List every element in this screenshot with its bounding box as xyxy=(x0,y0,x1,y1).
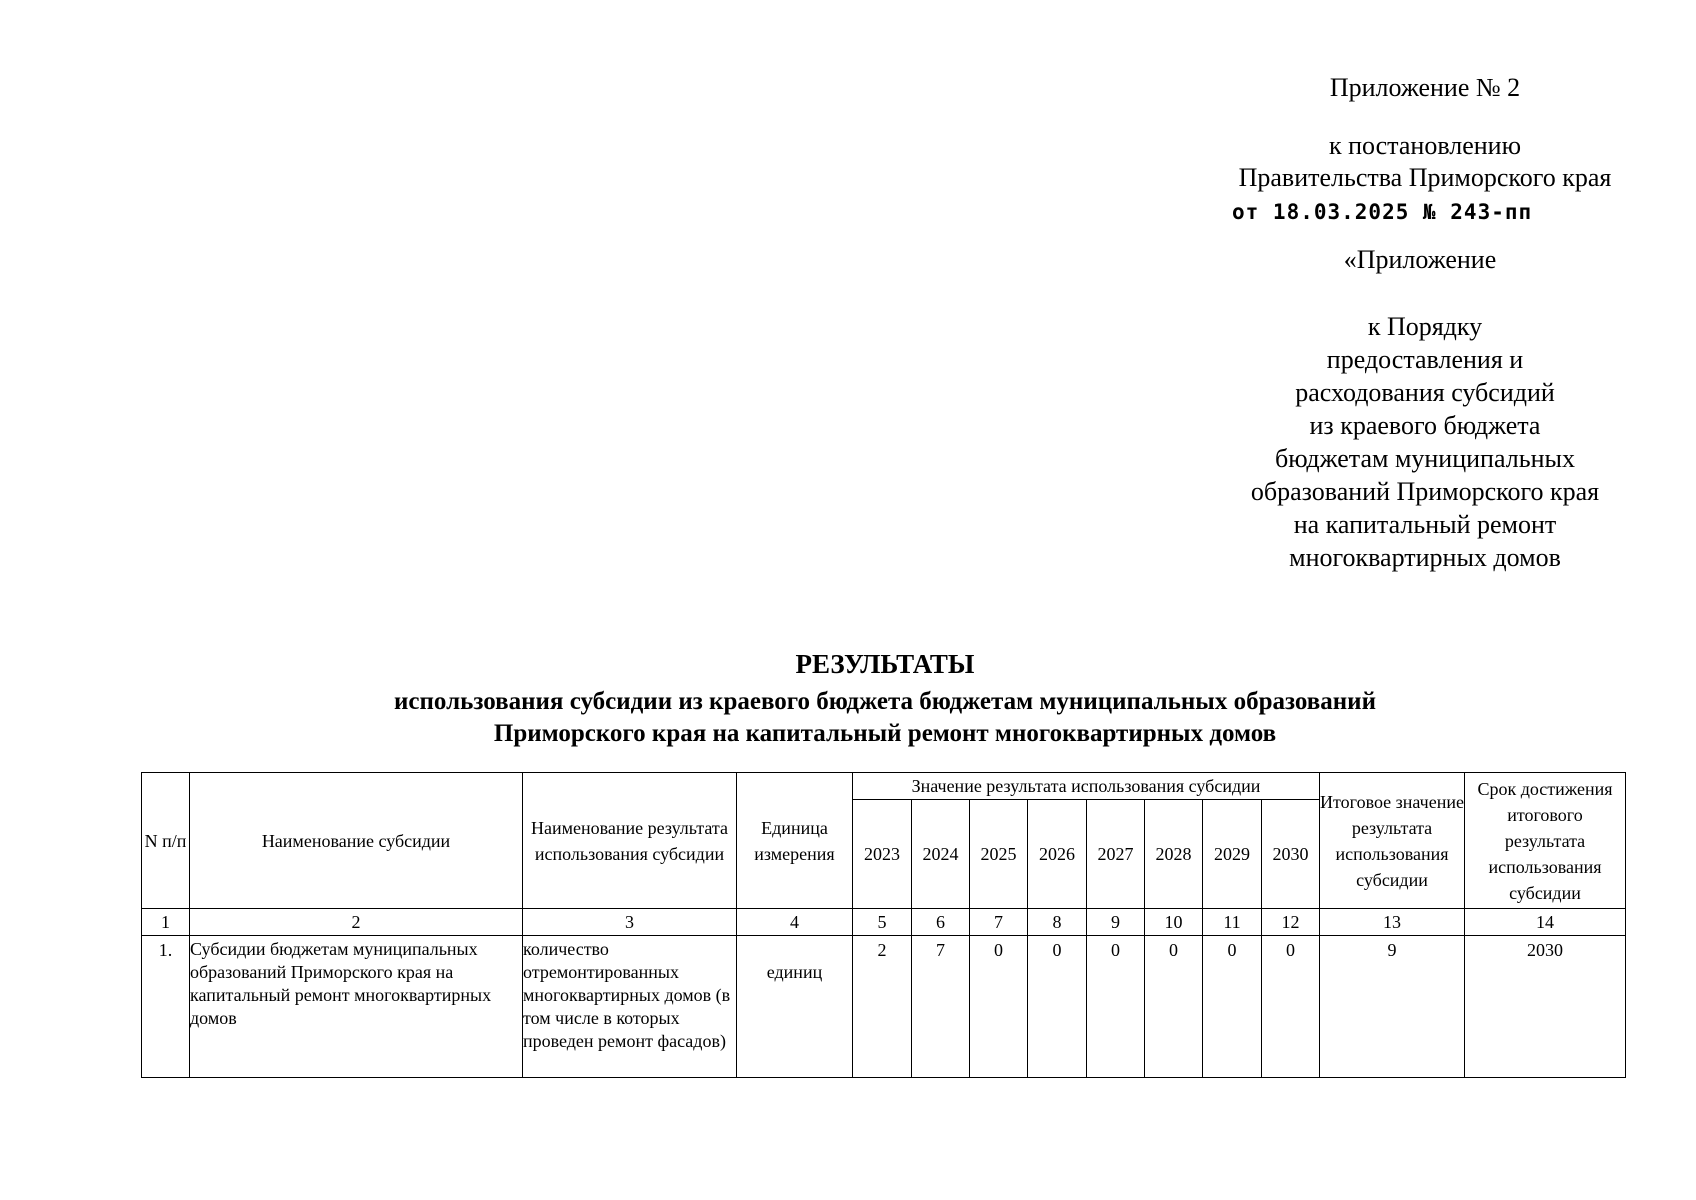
year-value-cell: 0 xyxy=(1087,936,1145,1078)
order-line: многоквартирных домов xyxy=(1289,543,1561,572)
header-year: 2030 xyxy=(1262,800,1320,909)
subtitle-line: использования субсидии из краевого бюджета бюджетам муниципальных образований xyxy=(394,688,1376,715)
year-value-cell: 7 xyxy=(912,936,970,1078)
year-value-cell: 0 xyxy=(1145,936,1203,1078)
header-year: 2025 xyxy=(970,800,1028,909)
header-result-name: Наименование результата использования субсидии xyxy=(523,773,737,909)
header-subsidy-name: Наименование субсидии xyxy=(190,773,523,909)
year-value-cell: 0 xyxy=(1203,936,1262,1078)
order-reference xyxy=(1190,310,1660,574)
column-number: 14 xyxy=(1465,909,1626,936)
order-line: образований Приморского края xyxy=(1250,477,1600,506)
header-deadline: Срок достижения итогового результата использования субсидии xyxy=(1465,773,1626,909)
column-number: 12 xyxy=(1262,909,1320,936)
column-number: 11 xyxy=(1203,909,1262,936)
year-value-cell: 2 xyxy=(853,936,912,1078)
header-total: Итоговое значение результата использования субсидии xyxy=(1320,773,1465,909)
row-number: 1. xyxy=(142,936,190,1078)
order-line: расходования субсидий xyxy=(1295,378,1555,407)
column-number: 6 xyxy=(912,909,970,936)
year-value-cell: 0 xyxy=(970,936,1028,1078)
column-number: 13 xyxy=(1320,909,1465,936)
column-number: 2 xyxy=(190,909,523,936)
appendix-heading: «Приложение xyxy=(1343,245,1497,274)
year-value-cell: 0 xyxy=(1028,936,1087,1078)
year-value-cell: 0 xyxy=(1262,936,1320,1078)
document-subtitle xyxy=(120,686,1650,750)
subtitle-line: Приморского края на капитальный ремонт многоквартирных домов xyxy=(493,720,1277,747)
resolution-reference xyxy=(1190,130,1660,194)
resolution-line: к постановлению xyxy=(1328,131,1522,160)
header-year: 2024 xyxy=(912,800,970,909)
order-line: к Порядку xyxy=(1367,312,1483,341)
order-line: на капитальный ремонт xyxy=(1293,510,1557,539)
date-number-stamp: от 18.03.2025 № 243-пп xyxy=(1232,200,1533,224)
header-year: 2026 xyxy=(1028,800,1087,909)
appendix-2-heading: Приложение № 2 xyxy=(1329,73,1521,102)
order-line: предоставления и xyxy=(1326,345,1524,374)
deadline-cell: 2030 xyxy=(1465,936,1626,1078)
subsidy-name-cell: Субсидии бюджетам муниципальных образований Приморского края на капитальный ремонт многоквартирных домов xyxy=(190,936,523,1078)
column-number: 3 xyxy=(523,909,737,936)
table-header-row xyxy=(142,773,1626,800)
order-line: бюджетам муниципальных xyxy=(1275,444,1575,473)
table-row xyxy=(142,936,1626,1078)
column-number: 9 xyxy=(1087,909,1145,936)
header-year: 2023 xyxy=(853,800,912,909)
header-year: 2029 xyxy=(1203,800,1262,909)
column-number: 4 xyxy=(737,909,853,936)
column-number: 10 xyxy=(1145,909,1203,936)
order-line: из краевого бюджета xyxy=(1309,411,1541,440)
total-value-cell: 9 xyxy=(1320,936,1465,1078)
header-year: 2027 xyxy=(1087,800,1145,909)
header-year: 2028 xyxy=(1145,800,1203,909)
document-title: РЕЗУЛЬТАТЫ xyxy=(795,649,975,679)
column-number: 1 xyxy=(142,909,190,936)
result-name-cell: количество отремонтированных многоквартирных домов (в том числе в которых проведен ремонт фасадов) xyxy=(523,936,737,1078)
header-unit: Единица измерения xyxy=(737,773,853,909)
header-num: N п/п xyxy=(142,773,190,909)
unit-cell: единиц xyxy=(737,936,853,1078)
header-value-group: Значение результата использования субсидии xyxy=(853,773,1320,800)
column-number: 5 xyxy=(853,909,912,936)
column-number: 7 xyxy=(970,909,1028,936)
column-number: 8 xyxy=(1028,909,1087,936)
results-table xyxy=(141,772,1626,1078)
resolution-line: Правительства Приморского края xyxy=(1238,163,1612,192)
column-number-row xyxy=(142,909,1626,936)
